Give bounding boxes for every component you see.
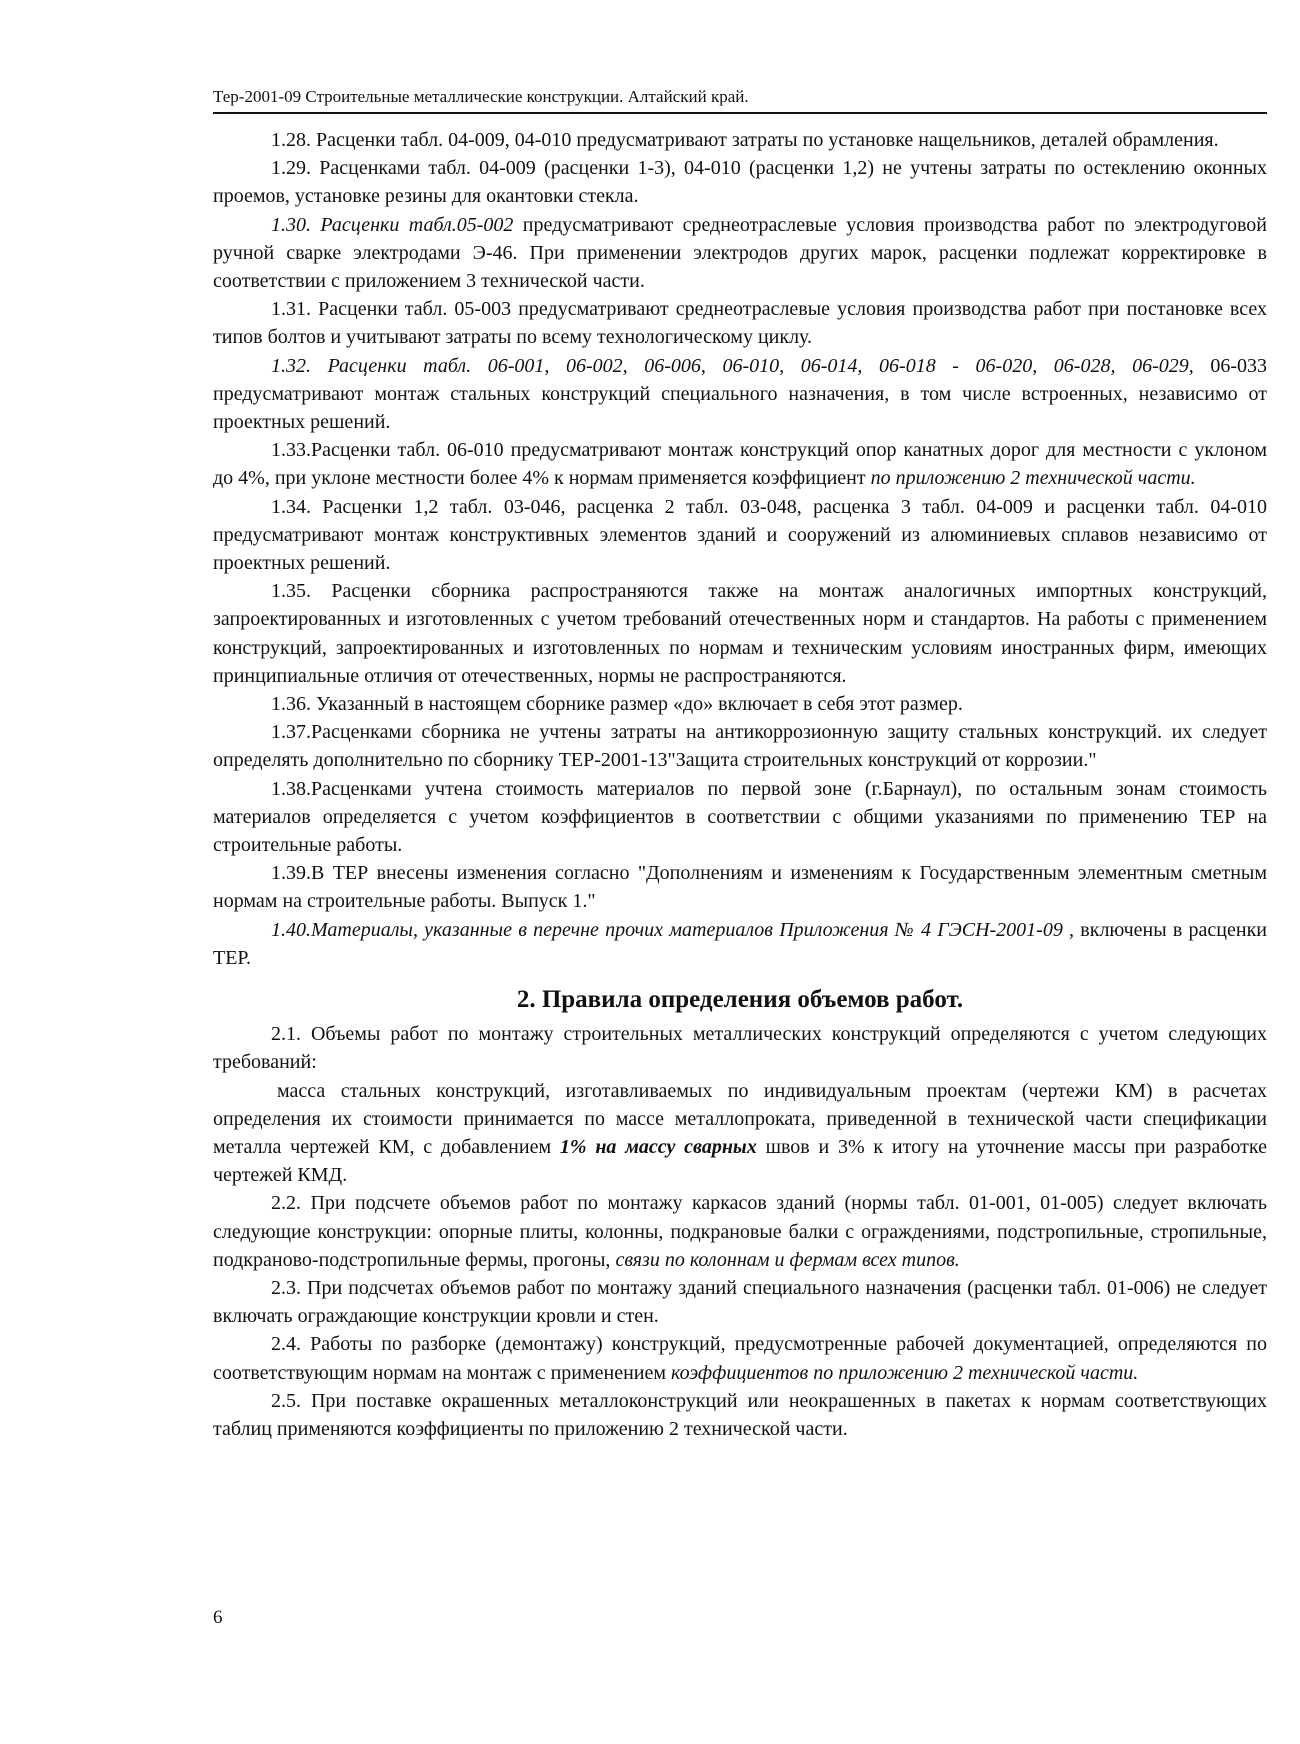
page-content [213, 126, 1267, 1443]
paragraph-2-4-body: 2.4. Работы по разборке (демонтажу) конструкций, предусмотренные рабочей документацией, определяются по соответствующим нормам на монтаж с применением [213, 1333, 1267, 1384]
paragraph-2-2-body: 2.2. При подсчете объемов работ по монтажу каркасов зданий (нормы табл. 01-001, 01-005) следует включать следующие конструкции: опорные плиты, колонны, подкрановые балки с ограждениями, подстропильные, стропильные, подкраново-подстропильные фермы, прогоны, [213, 1192, 1267, 1271]
paragraph-1-30 [213, 211, 1267, 296]
paragraph-2-2-tail: связи по колоннам и фермам всех типов. [615, 1248, 960, 1271]
paragraph-1-40 [213, 916, 1267, 972]
paragraph-1-30-lead: 1.30. Расценки табл.05-002 [271, 213, 514, 236]
paragraph-1-33-tail: по приложению 2 технической части. [870, 467, 1196, 490]
paragraph-2-1-mass [213, 1077, 1267, 1190]
paragraph-1-38: 1.38.Расценками учтена стоимость материалов по первой зоне (г.Барнаул), по остальным зонам стоимость материалов определяется с учетом коэффициентов в соответствии с общими указаниями по применению ТЕР на строительные работы. [213, 777, 1267, 857]
paragraph-1-29: 1.29. Расценками табл. 04-009 (расценки 1-3), 04-010 (расценки 1,2) не учтены затраты по остеклению оконных проемов, установке резины для окантовки стекла. [213, 157, 1267, 208]
paragraph-1-40-body: включены в расценки ТЕР. [213, 918, 1268, 969]
paragraph-2-4-tail: коэффициентов по приложению 2 технической части. [671, 1361, 1139, 1384]
paragraph-1-31: 1.31. Расценки табл. 05-003 предусматривают среднеотраслевые условия производства работ при постановке всех типов болтов и учитывают затраты по всему технологическому циклу. [213, 298, 1267, 349]
paragraph-1-32 [213, 352, 1267, 437]
paragraph-1-40-lead: 1.40.Материалы, указанные в перечне прочих материалов Приложения № 4 ГЭСН-2001-09 , [271, 918, 1075, 941]
paragraph-1-35: 1.35. Расценки сборника распространяются также на монтаж аналогичных импортных конструкций, запроектированных и изготовленных с учетом требований отечественных норм и стандартов. На работы с применением конструкций, запроектированных и изготовленных по нормам и техническим условиям иностранных фирм, имеющих принципиальные отличия от отечественных, нормы не распространяются. [213, 580, 1267, 687]
paragraph-2-1-mass-emphasis: 1% на массу сварных [559, 1135, 757, 1158]
paragraph-1-34: 1.34. Расценки 1,2 табл. 03-046, расценка 2 табл. 03-048, расценка 3 табл. 04-009 и расценки табл. 04-010 предусматривают монтаж конструктивных элементов зданий и сооружений из алюминиевых сплавов независимо от проектных решений. [213, 495, 1267, 575]
paragraph-2-2 [213, 1189, 1267, 1274]
paragraph-1-33 [213, 436, 1267, 492]
section-heading: 2. Правила определения объемов работ. [516, 986, 964, 1014]
running-header: Тер-2001-09 Строительные металлические конструкции. Алтайский край. [213, 86, 1267, 114]
paragraph-1-32-body: 06-033 предусматривают монтаж стальных конструкций специального назначения, в том числе встроенных, независимо от проектных решений. [213, 354, 1267, 434]
paragraph-2-1-mass-tail: швов и 3% к итогу на уточнение массы при разработке чертежей КМД. [213, 1135, 1267, 1187]
paragraph-2-5: 2.5. При поставке окрашенных металлоконструкций или неокрашенных в пакетах к нормам соответствующих таблиц применяются коэффициенты по приложению 2 технической части. [213, 1389, 1267, 1440]
paragraph-1-33-body: 1.33.Расценки табл. 06-010 предусматривают монтаж конструкций опор канатных дорог для местности с уклоном до 4%, при уклоне местности более 4% к нормам применяется коэффициент [213, 439, 1267, 490]
paragraph-1-30-body: предусматривают среднеотраслевые условия производства работ по электродуговой ручной сварке электродами Э-46. При применении электродов других марок, расценки подлежат корректировке в соответствии с приложением 3 технической части. [213, 213, 1267, 293]
paragraph-2-4 [213, 1330, 1267, 1386]
paragraph-1-28: 1.28. Расценки табл. 04-009, 04-010 предусматривают затраты по установке нащельников, деталей обрамления. [271, 129, 1219, 151]
paragraph-1-32-lead: 1.32. Расценки табл. 06-001, 06-002, 06-006, 06-010, 06-014, 06-018 - 06-020, 06-028, 06-029, [271, 354, 1194, 377]
paragraph-2-1-mass-body: масса стальных конструкций, изготавливаемых по индивидуальным проектам (чертежи КМ) в расчетах определения их стоимости принимается по массе металлопроката, приведенной в технической части спецификации металла чертежей КМ, с добавлением [213, 1079, 1267, 1158]
paragraph-1-36: 1.36. Указанный в настоящем сборнике размер «до» включает в себя этот размер. [271, 693, 963, 716]
paragraph-1-39: 1.39.В ТЕР внесены изменения согласно "Дополнениям и изменениям к Государственным элементным сметным нормам на строительные работы. Выпуск 1." [213, 862, 1267, 913]
paragraph-2-3: 2.3. При подсчетах объемов работ по монтажу зданий специального назначения (расценки табл. 01-006) не следует включать ограждающие конструкции кровли и стен. [213, 1276, 1267, 1328]
paragraph-1-37: 1.37.Расценками сборника не учтены затраты на антикоррозионную защиту стальных конструкций. их следует определять дополнительно по сборнику ТЕР-2001-13"Защита строительных конструкций от коррозии." [213, 721, 1267, 772]
paragraph-2-1: 2.1. Объемы работ по монтажу строительных металлических конструкций определяются с учетом следующих требований: [213, 1023, 1267, 1074]
page-number: 6 [213, 1607, 223, 1628]
